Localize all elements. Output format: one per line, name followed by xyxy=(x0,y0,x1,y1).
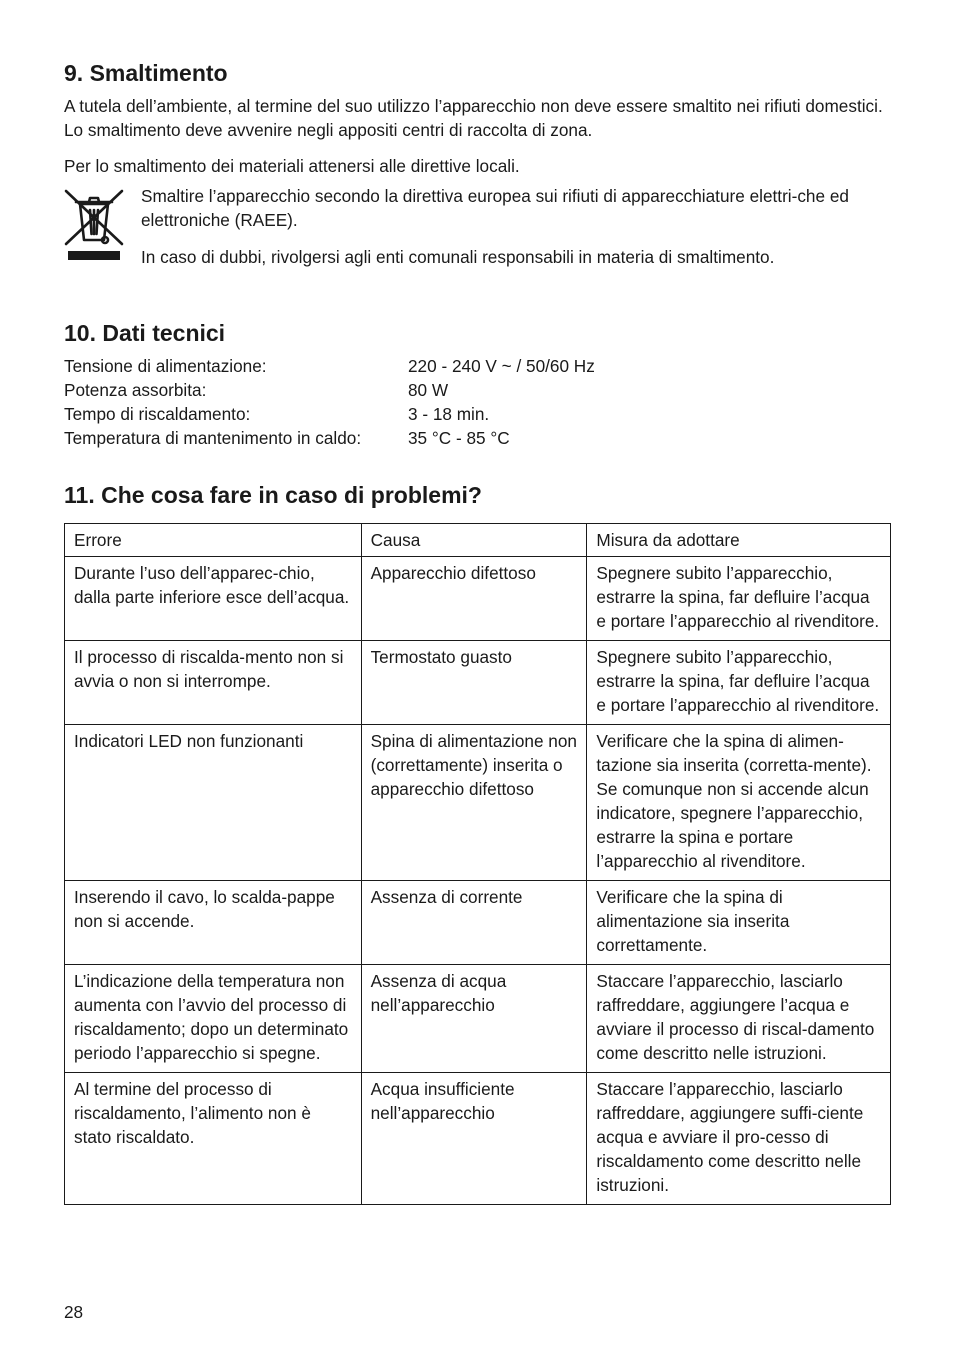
cell-cause: Spina di alimentazione non (correttamente) inserita o apparecchio difettoso xyxy=(361,725,587,881)
disposal-local-rules: Per lo smaltimento dei materiali attenersi alle direttive locali. xyxy=(64,156,520,176)
spec-value: 3 - 18 min. xyxy=(408,404,490,424)
table-header-row xyxy=(65,524,891,557)
spec-row xyxy=(64,354,891,378)
spec-row xyxy=(64,426,891,450)
cell-remedy: Spegnere subito l’apparecchio, estrarre la spina, far defluire l’acqua e portare l’apparecchio al rivenditore. xyxy=(587,641,891,725)
crossed-out-wheelie-bin-icon xyxy=(64,186,126,270)
cell-remedy: Verificare che la spina di alimentazione sia inserita correttamente. xyxy=(587,881,891,965)
section-title-troubleshooting: 11. Che cosa fare in caso di problemi? xyxy=(64,482,482,508)
spec-value: 35 °C - 85 °C xyxy=(408,428,510,448)
cell-error: Durante l’uso dell’apparec-chio, dalla parte inferiore esce dell’acqua. xyxy=(65,557,362,641)
cell-error: Al termine del processo di riscaldamento, l’alimento non è stato riscaldato. xyxy=(65,1073,362,1205)
table-row xyxy=(65,1073,891,1205)
spec-row xyxy=(64,378,891,402)
weee-contact-text: In caso di dubbi, rivolgersi agli enti comunali responsabili in materia di smaltimento. xyxy=(141,247,775,267)
cell-cause: Assenza di corrente xyxy=(361,881,587,965)
cell-cause: Apparecchio difettoso xyxy=(361,557,587,641)
spec-value: 220 - 240 V ~ / 50/60 Hz xyxy=(408,356,595,376)
spec-label: Tempo di riscaldamento: xyxy=(64,404,251,424)
section-title-technical-data: 10. Dati tecnici xyxy=(64,320,226,346)
cell-error: Indicatori LED non funzionanti xyxy=(65,725,362,881)
cell-error: Inserendo il cavo, lo scalda-pappe non si accende. xyxy=(65,881,362,965)
troubleshooting-table xyxy=(64,523,891,1205)
weee-directive-text: Smaltire l’apparecchio secondo la direttiva europea sui rifiuti di apparecchiature elettri-che ed elettroniche (RAEE). xyxy=(141,186,849,230)
cell-error: L’indicazione della temperatura non aumenta con l’avvio del processo di riscaldamento; dopo un determinato periodo l’apparecchio si spegne. xyxy=(65,965,362,1073)
table-row xyxy=(65,557,891,641)
page-content xyxy=(64,58,891,1205)
cell-error: Il processo di riscalda-mento non si avvia o non si interrompe. xyxy=(65,641,362,725)
disposal-paragraph: A tutela dell’ambiente, al termine del suo utilizzo l’apparecchio non deve essere smaltito nei rifiuti domestici. Lo smaltimento deve avvenire negli appositi centri di raccolta di zona. xyxy=(64,96,883,140)
table-row xyxy=(65,641,891,725)
column-header-remedy: Misura da adottare xyxy=(587,524,891,557)
table-row xyxy=(65,725,891,881)
table-row xyxy=(65,881,891,965)
spec-label: Potenza assorbita: xyxy=(64,380,207,400)
cell-cause: Acqua insufficiente nell’apparecchio xyxy=(361,1073,587,1205)
cell-cause: Assenza di acqua nell’apparecchio xyxy=(361,965,587,1073)
cell-remedy: Staccare l’apparecchio, lasciarlo raffreddare, aggiungere l’acqua e avviare il processo di riscal-damento come descritto nelle istruzioni. xyxy=(587,965,891,1073)
spec-row xyxy=(64,402,891,426)
spec-label: Tensione di alimentazione: xyxy=(64,356,267,376)
cell-remedy: Spegnere subito l’apparecchio, estrarre la spina, far defluire l’acqua e portare l’apparecchio al rivenditore. xyxy=(587,557,891,641)
table-row xyxy=(65,965,891,1073)
weee-notice xyxy=(64,184,891,282)
column-header-cause: Causa xyxy=(361,524,587,557)
spec-label: Temperatura di mantenimento in caldo: xyxy=(64,428,362,448)
section-troubleshooting xyxy=(64,480,891,1205)
spec-list xyxy=(64,354,891,450)
cell-remedy: Verificare che la spina di alimen-tazione sia inserita (corretta-mente). Se comunque non si accende alcun indicatore, spegnere l’apparecchio, estrarre la spina e portare l’apparecchio al rivenditore. xyxy=(587,725,891,881)
section-title-disposal: 9. Smaltimento xyxy=(64,60,228,86)
section-technical-data xyxy=(64,318,891,450)
spec-value: 80 W xyxy=(408,380,449,400)
cell-remedy: Staccare l’apparecchio, lasciarlo raffreddare, aggiungere suffi-ciente acqua e avviare il pro-cesso di riscaldamento come descritto nelle istruzioni. xyxy=(587,1073,891,1205)
page-number: 28 xyxy=(64,1302,84,1322)
cell-cause: Termostato guasto xyxy=(361,641,587,725)
section-disposal xyxy=(64,58,891,282)
column-header-error: Errore xyxy=(65,524,362,557)
weee-text-block xyxy=(141,184,891,282)
